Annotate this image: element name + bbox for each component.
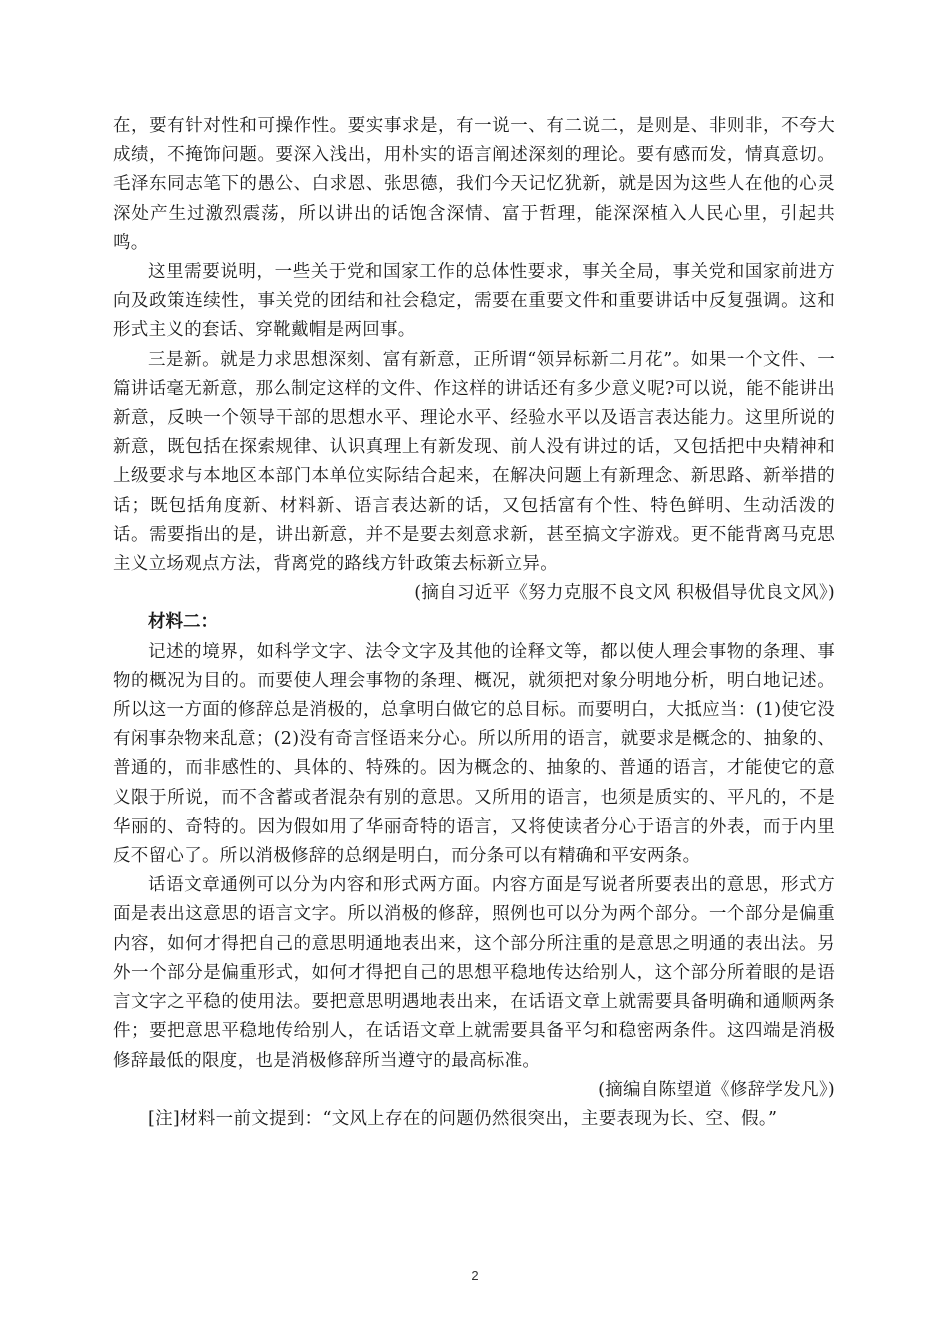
material-two-paragraph-2: 话语文章通例可以分为内容和形式两方面。内容方面是写说者所要表出的意思，形式方面是表出这意思的语言文字。所以消极的修辞，照例也可以分为两个部分。一个部分是偏重内容，如何才得把自己的意思明通地表出来，这个部分所注重的是意思之明通的表出法。另外一个部分是偏重形式，如何才得把自己的思想平稳地传达给别人，这个部分所着眼的是语言文字之平稳的使用法。要把意思明遇地表出来，在话语文章上就需要具备明确和通顺两条件；要把意思平稳地传给别人，在话语文章上就需要具备平匀和稳密两条件。这四端是消极修辞最低的限度，也是消极修辞所当遵守的最高标准。 [113,875,835,1071]
page-number: 2 [471,1268,479,1283]
material-two-source: (摘编自陈望道《修辞学发凡》) [598,1079,835,1100]
material-two-paragraph-1: 记述的境界，如科学文字、法令文字及其他的诠释文等，都以使人理会事物的条理、事物的概况为目的。而要使人理会事物的条理、概况，就须把对象分明地分析，明白地记述。所以这一方面的修辞总是消极的，总拿明白做它的总目标。而要明白，大抵应当：(1)使它没有闲事杂物来乱意；(2)没有奇言怪语来分心。所以所用的语言，就要求是概念的、抽象的、普通的，而非感性的、具体的、特殊的。因为概念的、抽象的、普通的语言，才能使它的意义限于所说，而不含蓄或者混杂有别的意思。又所用的语言，也须是质实的、平凡的，不是华丽的、奇特的。因为假如用了华丽奇特的语言，又将使读者分心于语言的外表，而于内里反不留心了。所以消极修辞的总纲是明白，而分条可以有精确和平安两条。 [113,641,835,867]
material-one-paragraph-2: 这里需要说明，一些关于党和国家工作的总体性要求，事关全局，事关党和国家前进方向及政策连续性，事关党的团结和社会稳定，需要在重要文件和重要讲话中反复强调。这和形式主义的套话、穿靴戴帽是两回事。 [113,262,835,341]
material-one-paragraph-1: 在，要有针对性和可操作性。要实事求是，有一说一、有二说二，是则是、非则非，不夸大成绩，不掩饰问题。要深入浅出，用朴实的语言阐述深刻的理论。要有感而发，情真意切。毛泽东同志笔下的愚公、白求恩、张思德，我们今天记忆犹新，就是因为这些人在他的心灵深处产生过激烈震荡，所以讲出的话饱含深情、富于哲理，能深深植入人民心里，引起共鸣。 [113,116,835,253]
material-two-heading: 材料二： [148,612,218,633]
material-one-source: (摘自习近平《努力克服不良文风 积极倡导优良文风》) [414,583,835,604]
material-one-paragraph-3: 三是新。就是力求思想深刻、富有新意，正所谓“领异标新二月花”。如果一个文件、一篇讲话毫无新意，那么制定这样的文件、作这样的讲话还有多少意义呢?可以说，能不能讲出新意，反映一个领导干部的思想水平、理论水平、经验水平以及语言表达能力。这里所说的新意，既包括在探索规律、认识真理上有新发现、前人没有讲过的话，又包括把中央精神和上级要求与本地区本部门本单位实际结合起来，在解决问题上有新理念、新思路、新举措的话；既包括角度新、材料新、语言表达新的话，又包括富有个性、特色鲜明、生动活泼的话。需要指出的是，讲出新意，并不是要去刻意求新，甚至搞文字游戏。更不能背离马克思主义立场观点方法，背离党的路线方针政策去标新立异。 [113,349,835,575]
document-page [113,112,835,1134]
footnote: [注]材料一前文提到：“文风上存在的问题仍然很突出，主要表现为长、空、假。” [148,1108,778,1129]
